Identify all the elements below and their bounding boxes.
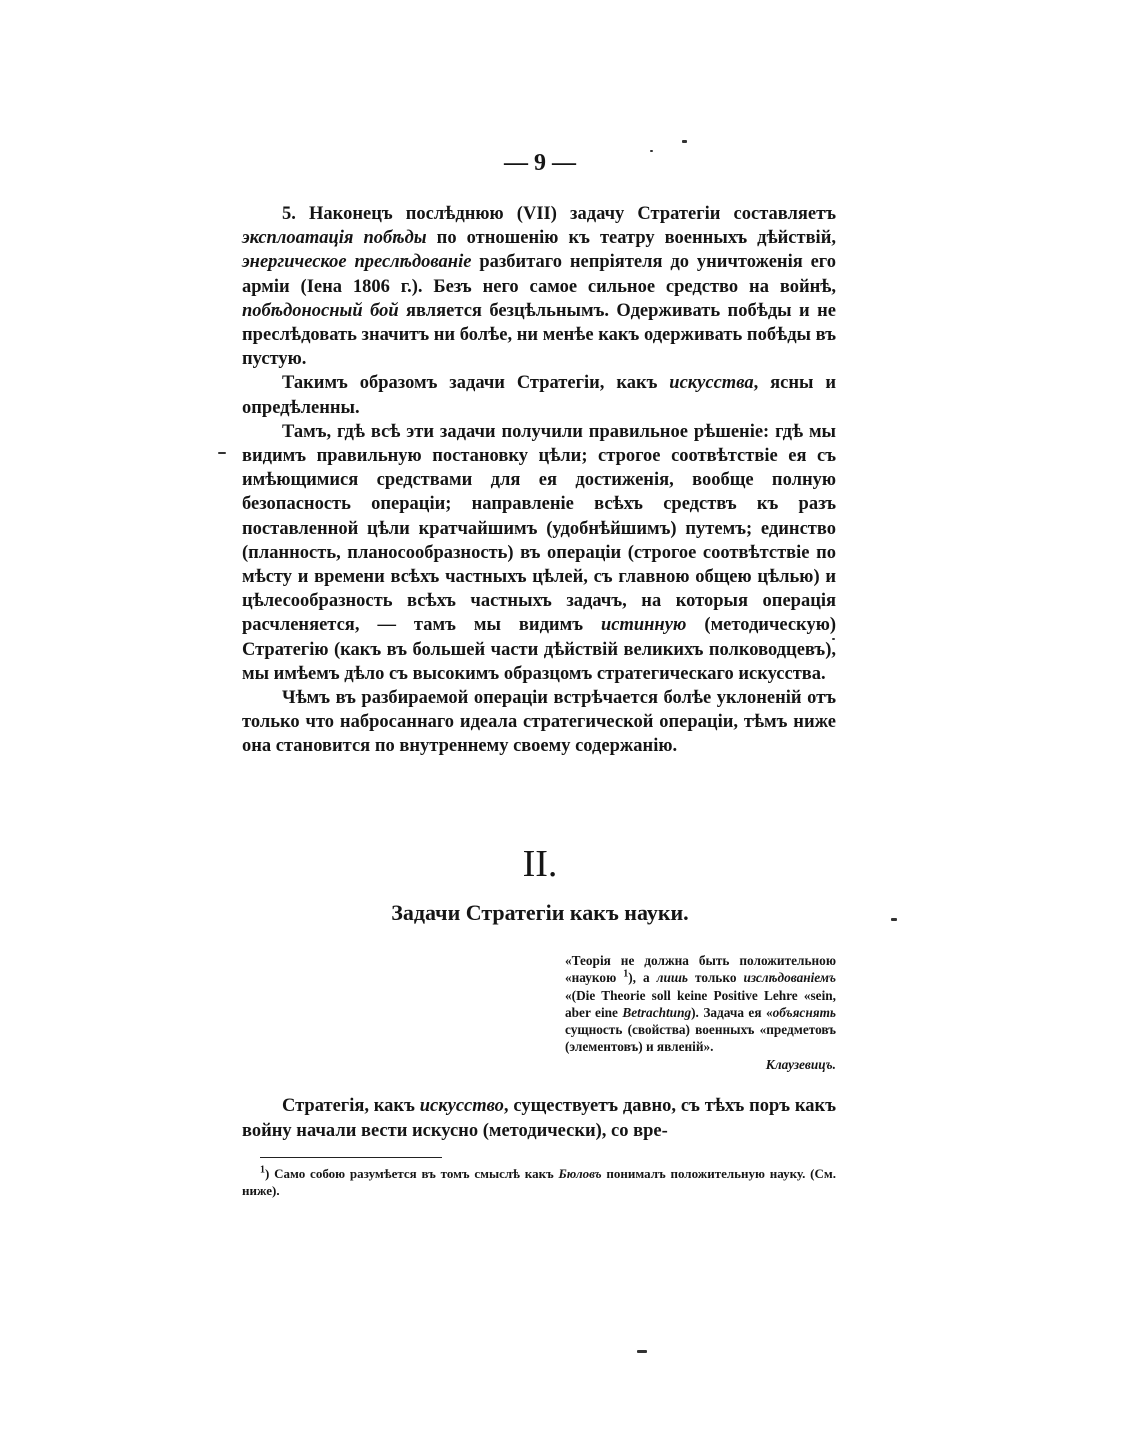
paragraph: Чѣмъ въ разбираемой операціи встрѣчается болѣе уклоненій отъ только что набросаннаго идеала стратегической операціи, тѣмъ ниже она становится по внутреннему своему содержанію. xyxy=(242,688,836,757)
section-number: II. xyxy=(522,843,558,885)
paragraph: Стратегія, какъ искусство, существуетъ давно, съ тѣхъ поръ какъ войну начали вести искусно (методически), со вре- xyxy=(242,1096,836,1141)
epigraph xyxy=(565,952,836,1073)
scan-speck xyxy=(650,150,653,152)
main-text xyxy=(242,202,836,759)
paragraph: 5. Наконецъ послѣднюю (VII) задачу Стратегіи составляетъ эксплоатація побѣды по отношенію къ театру военныхъ дѣйствій, энергическое преслѣдованіе разбитаго непріятеля до уничтоженія его арміи (Іена 1806 г.). Безъ него самое сильное средство на войнѣ, побѣдоносный бой является безцѣльнымъ. Одерживать побѣды и не преслѣдовать значитъ ни болѣе, ни менѣе какъ одерживать побѣды въ пустую. xyxy=(242,204,837,370)
paragraph: Тамъ, гдѣ всѣ эти задачи получили правильное рѣшеніе: гдѣ мы видимъ правильную постановку цѣли; строгое соотвѣтствіе ея съ имѣющимися средствами для ея достиженія, вообще полную безопасность операціи; направленіе всѣхъ средствъ къ разъ поставленной цѣли кратчайшимъ (удобнѣйшимъ) путемъ; единство (планность, планосообразность) въ операціи (строгое соотвѣтствіе по мѣсту и времени всѣхъ частныхъ цѣлей, съ главною общею цѣлью) и цѣлесообразность всѣхъ частныхъ задачъ, на которыя операція расчленяется, — тамъ мы видимъ истинную (методическую) Стратегію (какъ въ большей части дѣйствій великихъ полководцевъ), мы имѣемъ дѣло съ высокимъ образцомъ стратегическаго искусства. xyxy=(242,421,836,684)
scan-speck xyxy=(891,918,897,921)
scan-speck xyxy=(637,1350,647,1353)
continuation-text xyxy=(242,1094,836,1144)
scan-speck xyxy=(218,452,226,454)
scan-speck xyxy=(832,638,835,640)
footnote-divider xyxy=(260,1157,442,1158)
paragraph: Такимъ образомъ задачи Стратегіи, какъ искусства, ясны и опредѣленны. xyxy=(242,373,836,418)
section-title: Задачи Стратегіи какъ науки. xyxy=(391,900,689,925)
footnote xyxy=(242,1165,836,1199)
page-number: — 9 — xyxy=(504,150,576,176)
epigraph-author: Клаузевицъ. xyxy=(765,1056,836,1072)
scan-speck xyxy=(682,140,687,143)
epigraph-quote: «Теорія не должна быть положительною «наукою $^1$), а лишь только изслѣдованіемъ «(Die Theorie soll keine Positive Lehre «sein, aber eine Betrachtung). Задача ея «объяснять сущность (свойства) военныхъ «предметовъ (элементовъ) и явленій». xyxy=(565,953,836,1055)
footnote-text: $^1$) Само собою разумѣется въ томъ смыслѣ какъ Бюловъ понималъ положительную науку. (См. ниже). xyxy=(242,1164,836,1198)
